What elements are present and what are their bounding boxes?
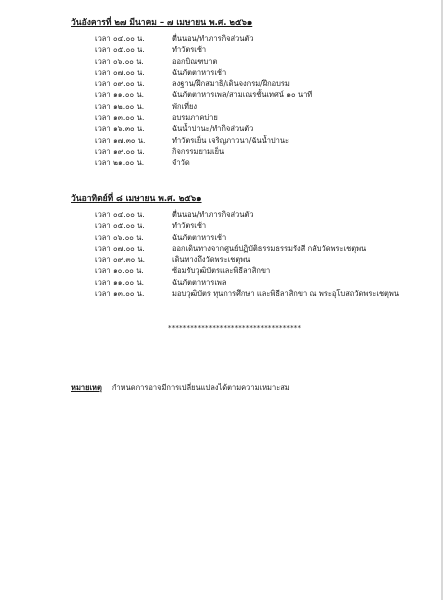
activity: ลงฐาน/ฝึกสมาธิ/เดินจงกรม/ฝึกอบรม bbox=[172, 79, 290, 89]
time-value: ๑๙.๐๐ น. bbox=[113, 146, 145, 156]
activity: พักเที่ยง bbox=[172, 101, 198, 111]
time-label: เวลา bbox=[95, 255, 111, 265]
activity: จำวัด bbox=[172, 158, 190, 168]
activity: เดินทางถึงวัดพระเชตุพน bbox=[172, 255, 251, 265]
activity: ฉันภัตตาหารเพล/สามเณรชั้นเทศน์ ๑๐ นาที bbox=[172, 90, 313, 100]
time-value: ๐๖.๐๐ น. bbox=[113, 232, 144, 242]
time-label: เวลา bbox=[95, 289, 111, 299]
time-value: ๑๐.๐๐ น. bbox=[113, 266, 144, 276]
note-label: หมายเหตุ bbox=[71, 383, 102, 392]
time-label: เวลา bbox=[95, 232, 111, 242]
time-value: ๐๔.๐๐ น. bbox=[113, 210, 145, 219]
time-label: เวลา bbox=[95, 67, 111, 77]
activity: ออกเดินทางจากศูนย์ปฏิบัติธรรมธรรมรังสี กลับวัดพระเชตุพน bbox=[172, 243, 367, 253]
activity: ซ้อมรับวุฒิบัตรและพิธีลาสิกขา bbox=[172, 266, 271, 276]
activity: ฉันภัตตาหารเพล bbox=[172, 277, 227, 287]
time-label: เวลา bbox=[95, 243, 111, 253]
time-label: เวลา bbox=[95, 158, 111, 168]
activity: มอบวุฒิบัตร ทุนการศึกษา และพิธีลาสิกขา ณ พระอุโบสถวัดพระเชตุพน bbox=[172, 289, 399, 299]
activity: กิจกรรมยามเย็น bbox=[172, 146, 225, 156]
activity: ทำวัตรเช้า bbox=[172, 45, 207, 55]
time-label: เวลา bbox=[95, 146, 111, 156]
time-label: เวลา bbox=[95, 79, 111, 89]
activity: ตื่นนอน/ทำภารกิจส่วนตัว bbox=[172, 210, 254, 219]
time-value: ๑๒.๐๐ น. bbox=[113, 101, 145, 111]
time-label: เวลา bbox=[95, 45, 111, 55]
time-value: ๐๙.๐๐ น. bbox=[113, 79, 145, 89]
time-value: ๒๑.๐๐ น. bbox=[113, 158, 145, 168]
activity: ทำวัตรเช้า bbox=[172, 221, 207, 231]
time-label: เวลา bbox=[95, 210, 111, 219]
activity: ตื่นนอน/ทำภารกิจส่วนตัว bbox=[172, 34, 254, 43]
activity: ฉันน้ำปานะ/ทำกิจส่วนตัว bbox=[172, 124, 254, 134]
activity: ฉันภัตตาหารเช้า bbox=[172, 232, 227, 242]
note-text: กำหนดการอาจมีการเปลี่ยนแปลงได้ตามความเหมาะสม bbox=[111, 383, 290, 392]
time-label: เวลา bbox=[95, 101, 111, 111]
activity: ทำวัตรเย็น เจริญภาวนา/ฉันน้ำปานะ bbox=[172, 135, 290, 145]
time-value: ๐๕.๐๐ น. bbox=[113, 221, 145, 231]
time-value: ๐๖.๐๐ น. bbox=[113, 56, 144, 66]
time-label: เวลา bbox=[95, 221, 111, 231]
activity: อบรมภาคบ่าย bbox=[172, 113, 218, 123]
separator-stars: ************************************ bbox=[168, 324, 302, 332]
time-label: เวลา bbox=[95, 266, 111, 276]
time-label: เวลา bbox=[95, 124, 111, 134]
time-value: ๐๕.๐๐ น. bbox=[113, 45, 145, 55]
time-value: ๐๗.๐๐ น. bbox=[113, 67, 145, 77]
day-heading: วันอาทิตย์ที่ ๘ เมษายน พ.ศ. ๒๕๖๑ bbox=[71, 194, 202, 204]
activity: ออกบิณฑบาต bbox=[172, 56, 218, 66]
note bbox=[71, 379, 290, 393]
time-label: เวลา bbox=[95, 90, 111, 100]
time-value: ๐๔.๐๐ น. bbox=[113, 34, 145, 43]
day-heading: วันอังคารที่ ๒๗ มีนาคม – ๗ เมษายน พ.ศ. ๒๕๖๑ bbox=[71, 18, 253, 28]
time-value: ๐๙.๓๐ น. bbox=[113, 255, 146, 265]
time-label: เวลา bbox=[95, 135, 111, 145]
time-value: ๑๑.๐๐ น. bbox=[113, 90, 144, 100]
time-label: เวลา bbox=[95, 113, 111, 123]
activity: ฉันภัตตาหารเช้า bbox=[172, 67, 227, 77]
time-value: ๐๗.๐๐ น. bbox=[113, 243, 145, 253]
time-label: เวลา bbox=[95, 34, 111, 43]
time-value: ๑๓.๐๐ น. bbox=[113, 289, 145, 299]
time-value: ๑๖.๓๐ น. bbox=[113, 124, 145, 134]
time-label: เวลา bbox=[95, 56, 111, 66]
time-label: เวลา bbox=[95, 277, 111, 287]
time-value: ๑๓.๐๐ น. bbox=[113, 113, 145, 123]
time-value: ๑๗.๓๐ น. bbox=[113, 135, 146, 145]
time-value: ๑๑.๐๐ น. bbox=[113, 277, 144, 287]
